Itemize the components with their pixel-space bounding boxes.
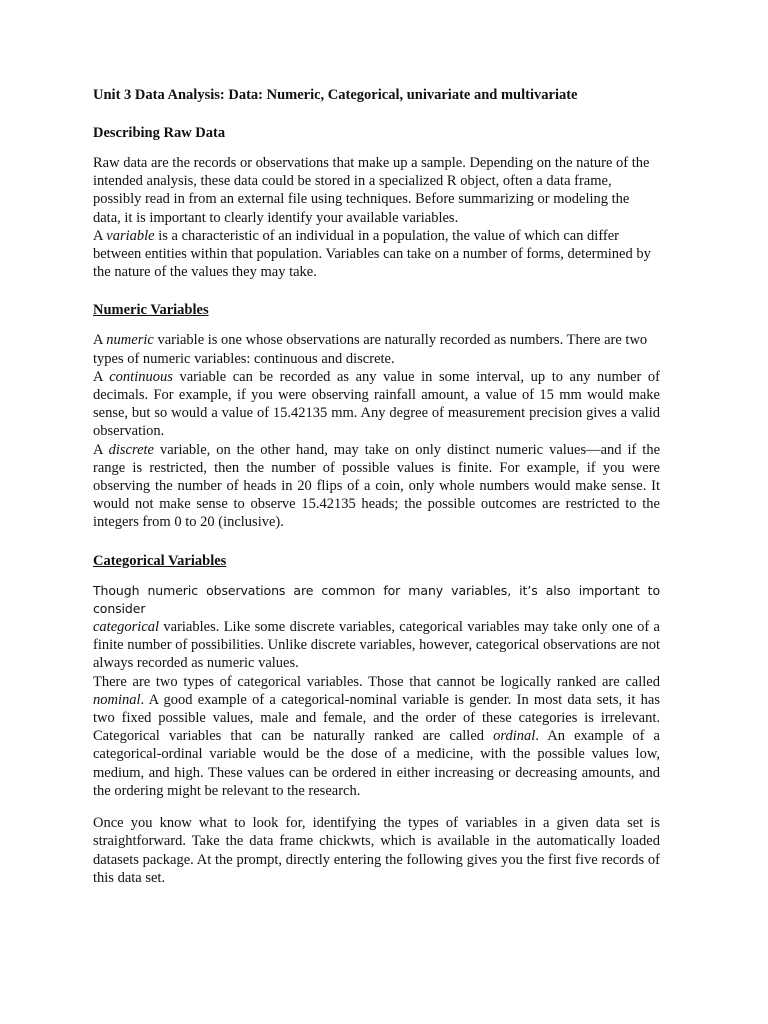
section-heading-categorical-variables: Categorical Variables: [93, 552, 227, 569]
text-run: . A good example of a categorical-nominal variable is gender. In most data sets, it has two fixed possible values, male and female, and the order of these categories is irrelevant. Categorical variables that can be naturally ranked are called: [93, 691, 660, 745]
term-categorical: categorical: [93, 619, 160, 636]
section-heading-describing-raw-data: Describing Raw Data: [93, 125, 226, 141]
text-run: . An example of a categorical-ordinal variable would be the dose of a medicine, with the possible values low, medium, and high. These values can be ordered in either increasing or decreasing amounts, and the ordering might be relevant to the research.: [93, 728, 660, 799]
paragraph-variable-definition: [93, 227, 660, 282]
term-ordinal: ordinal: [493, 728, 536, 745]
text-run: A: [93, 332, 107, 349]
text-run: A: [93, 227, 107, 244]
text-run: There are two types of categorical variables. Those that cannot be logically ranked are called: [93, 673, 660, 690]
paragraph-nominal-ordinal: [93, 673, 660, 800]
text-run: variables. Like some discrete variables, categorical variables may take only one of a finite number of possibilities. Unlike discrete variables, however, categorical observations are not always recorded as numeric values.: [93, 619, 660, 672]
text-run: variable can be recorded as any value in some interval, up to any number of decimals. For example, if you were observing rainfall amount, a value of 15 mm would make sense, but so would a value of 15.42135 mm. Any degree of measurement precision gives a valid observation.: [93, 368, 661, 440]
term-nominal: nominal: [93, 691, 141, 708]
text-run: A: [93, 441, 109, 458]
paragraph-chickwts: Once you know what to look for, identifying the types of variables in a given data set is straightforward. Take the data frame chickwts, which is available in the automatically loaded datasets package. At the prompt, directly entering the following gives you the first five records of this data set.: [93, 815, 660, 886]
text-run: A: [93, 368, 110, 385]
term-numeric: numeric: [106, 332, 154, 349]
section-heading-numeric-variables: Numeric Variables: [93, 302, 209, 319]
text-run: variable is one whose observations are naturally recorded as numbers. There are two types of numeric variables: continuous and discrete.: [93, 332, 648, 367]
page-title: Unit 3 Data Analysis: Data: Numeric, Categorical, univariate and multivariate: [93, 87, 578, 103]
text-run-alt-font: Though numeric observations are common for many variables, it’s also important to consider: [93, 582, 660, 616]
text-run: variable, on the other hand, may take on only distinct numeric values—and if the range is restricted, then the number of possible values is finite. For example, if you were observing the number of heads in 20 flips of a coin, only whole numbers would make sense. It would not make sense to observe 15.42135 heads; the possible outcomes are restricted to the integers from 0 to 20 (inclusive).: [93, 441, 661, 531]
paragraph-discrete: [93, 441, 660, 532]
paragraph-raw-data: Raw data are the records or observations that make up a sample. Depending on the nature of the intended analysis, these data could be stored in a specialized R object, often a data frame, possibly read in from an external file using techniques. Before summarizing or modeling the data, it is important to clearly identify your available variables.: [93, 155, 650, 226]
paragraph-continuous: [93, 368, 660, 441]
term-continuous: continuous: [109, 368, 173, 385]
term-discrete: discrete: [108, 441, 154, 458]
paragraph-categorical-intro: [93, 582, 660, 673]
term-variable: variable: [106, 227, 155, 244]
paragraph-numeric-definition: [93, 331, 660, 367]
text-run: is a characteristic of an individual in a population, the value of which can differ between entities within that population. Variables can take on a number of forms, determined by the nature of the values they may take.: [93, 227, 651, 281]
